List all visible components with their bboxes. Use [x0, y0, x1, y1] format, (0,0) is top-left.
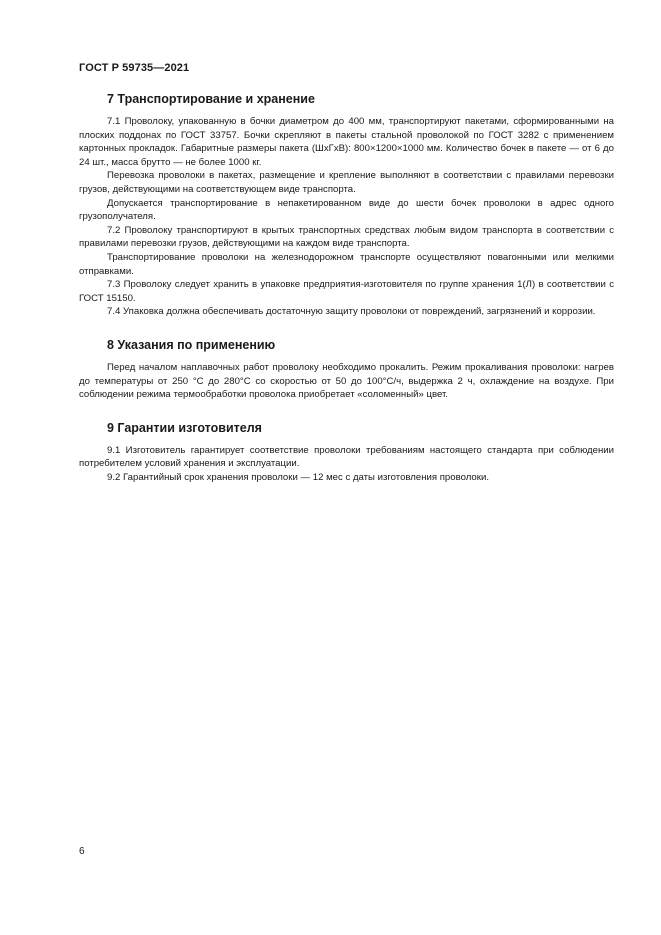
paragraph: 9.2 Гарантийный срок хранения проволоки — 12 мес с даты изготовления проволоки. — [107, 471, 489, 483]
section-title: 8 Указания по применению — [107, 337, 276, 352]
document-body — [79, 92, 614, 503]
paragraph: Допускается транспортирование в непакетированном виде до шести бочек проволоки в адрес одного грузополучателя. — [79, 197, 614, 223]
paragraph: 7.2 Проволоку транспортируют в крытых транспортных средствах любым видом транспорта в соответствии с правилами перевозки грузов, действующими на каждом виде транспорта. — [79, 224, 614, 250]
section-application — [79, 338, 614, 402]
page-number: 6 — [79, 846, 85, 857]
paragraph: 7.3 Проволоку следует хранить в упаковке предприятия-изготовителя по группе хранения 1(Л) в соответствии с ГОСТ 15150. — [79, 279, 614, 304]
section-title: 7 Транспортирование и хранение — [107, 92, 315, 106]
section-title: 9 Гарантии изготовителя — [107, 420, 262, 435]
paragraph: Перевозка проволоки в пакетах, размещение и крепление выполняют в соответствии с правилами перевозки грузов, действующими на соответствующем виде транспорта. — [79, 170, 614, 195]
section-transport-storage — [79, 92, 614, 319]
paragraph: Перед началом наплавочных работ проволоку необходимо прокалить. Режим прокаливания проволоки: нагрев до температуры от 250 °С до 280°С со скоростью от 50 до 100°С/ч, выдержка 2 ч, охлаждение на воздухе. При соблюдении режима термообработки проволока приобретает «соломенный» цвет. — [79, 361, 614, 401]
section-warranty — [79, 421, 614, 485]
paragraph: 9.1 Изготовитель гарантирует соответствие проволоки требованиям настоящего стандарта при соблюдении потребителем условий хранения и эксплуатации. — [79, 444, 614, 470]
paragraph: 7.4 Упаковка должна обеспечивать достаточную защиту проволоки от повреждений, загрязнений и коррозии. — [107, 306, 596, 318]
standard-header: ГОСТ Р 59735—2021 — [79, 62, 190, 74]
paragraph: 7.1 Проволоку, упакованную в бочки диаметром до 400 мм, транспортируют пакетами, сформированными на плоских поддонах по ГОСТ 33757. Бочки скрепляют в пакеты стальной проволокой по ГОСТ 3282 с применением картонных прокладок. Габаритные размеры пакета (ШхГхВ): 800×1200×1000 мм. Количество бочек в пакете — от 6 до 24 шт., масса брутто — не более 1000 кг. — [79, 116, 614, 168]
paragraph: Транспортирование проволоки на железнодорожном транспорте осуществляют повагонными или мелкими отправками. — [79, 251, 614, 277]
